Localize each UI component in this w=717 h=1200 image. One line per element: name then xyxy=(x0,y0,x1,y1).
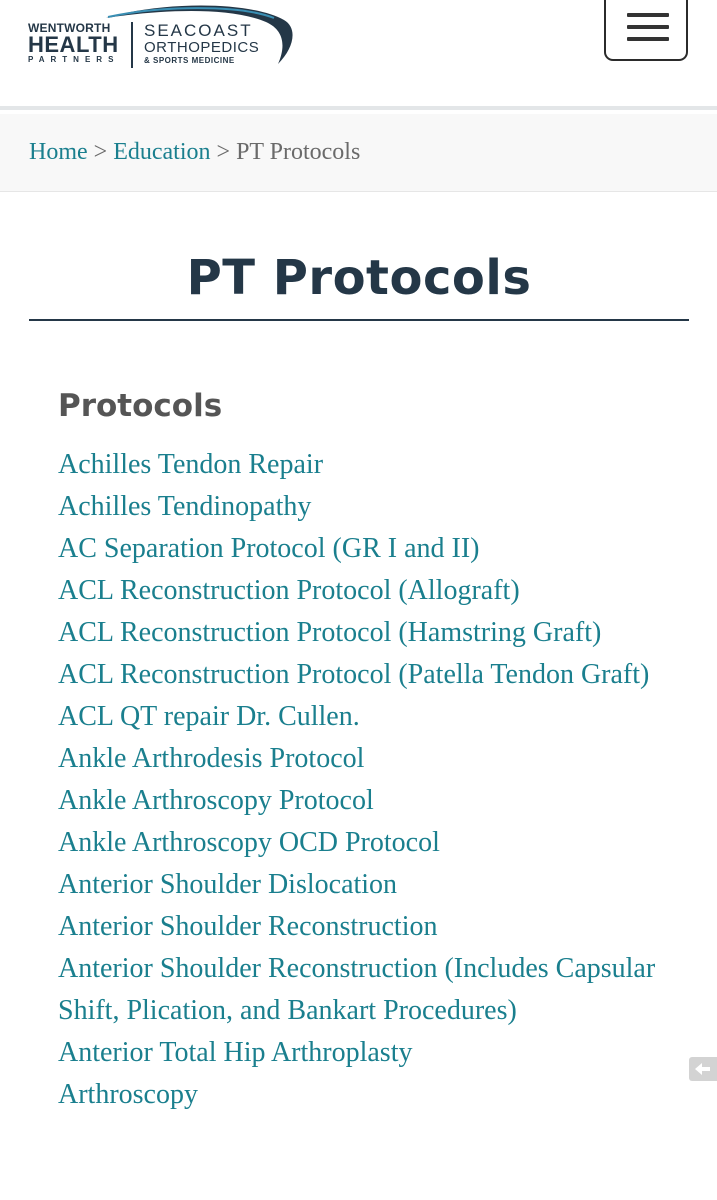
title-divider xyxy=(29,319,689,321)
list-item xyxy=(58,906,688,948)
site-logo[interactable] xyxy=(28,4,292,68)
breadcrumb-row xyxy=(29,138,360,166)
protocol-link[interactable]: ACL QT repair Dr. Cullen. xyxy=(58,701,360,732)
list-item xyxy=(58,780,688,822)
logo-line3: PARTNERS xyxy=(28,55,120,64)
logo-line2: HEALTH xyxy=(28,32,119,57)
list-item xyxy=(58,1074,688,1116)
breadcrumb-separator: > xyxy=(93,139,108,165)
list-item xyxy=(58,612,688,654)
logo-brand2: ORTHOPEDICS xyxy=(144,39,260,56)
breadcrumb xyxy=(0,114,717,192)
page-title: PT Protocols xyxy=(186,250,532,306)
protocol-link[interactable]: ACL Reconstruction Protocol (Hamstring Graft) xyxy=(58,617,602,648)
protocol-link[interactable]: ACL Reconstruction Protocol (Patella Tendon Graft) xyxy=(58,659,650,690)
list-item xyxy=(58,528,688,570)
menu-button[interactable] xyxy=(604,0,688,61)
protocol-link[interactable]: Achilles Tendinopathy xyxy=(58,491,312,522)
protocol-link[interactable]: Ankle Arthroscopy Protocol xyxy=(58,785,374,816)
protocol-link[interactable]: Anterior Shoulder Reconstruction xyxy=(58,911,438,942)
protocol-link[interactable]: Achilles Tendon Repair xyxy=(58,449,324,480)
protocol-link[interactable]: ACL Reconstruction Protocol (Allograft) xyxy=(58,575,520,606)
breadcrumb-education-link[interactable]: Education xyxy=(113,139,211,165)
arrow-left-icon xyxy=(689,1057,717,1081)
list-item xyxy=(58,486,688,528)
protocol-list xyxy=(58,444,688,1116)
logo-brand3: & SPORTS MEDICINE xyxy=(144,56,235,65)
protocol-link[interactable]: Ankle Arthroscopy OCD Protocol xyxy=(58,827,440,858)
back-to-top-button[interactable] xyxy=(689,1057,717,1081)
list-item xyxy=(58,654,688,696)
list-item xyxy=(58,738,688,780)
list-item xyxy=(58,948,688,1032)
breadcrumb-home-link[interactable]: Home xyxy=(29,139,88,165)
protocol-link[interactable]: AC Separation Protocol (GR I and II) xyxy=(58,533,480,564)
logo-brand1: SEACOAST xyxy=(144,21,253,40)
protocol-link[interactable]: Anterior Shoulder Reconstruction (Includes Capsular Shift, Plication, and Bankart Procedures) xyxy=(58,953,656,1026)
logo-wentworth-health xyxy=(28,22,126,65)
list-item xyxy=(58,570,688,612)
breadcrumb-separator: > xyxy=(216,139,231,165)
logo-seacoast xyxy=(144,22,259,66)
list-item xyxy=(58,1032,688,1074)
breadcrumb-current: PT Protocols xyxy=(236,139,361,165)
protocol-link[interactable]: Anterior Total Hip Arthroplasty xyxy=(58,1037,413,1068)
list-item xyxy=(58,822,688,864)
protocol-link[interactable]: Arthroscopy xyxy=(58,1079,198,1110)
logo-divider xyxy=(131,22,133,68)
list-item xyxy=(58,864,688,906)
logo-line1: WENTWORTH xyxy=(28,21,111,35)
list-item xyxy=(58,444,688,486)
protocol-link[interactable]: Anterior Shoulder Dislocation xyxy=(58,869,398,900)
site-header xyxy=(0,0,717,110)
list-item xyxy=(58,696,688,738)
section-heading: Protocols xyxy=(58,388,223,424)
protocol-link[interactable]: Ankle Arthrodesis Protocol xyxy=(58,743,365,774)
